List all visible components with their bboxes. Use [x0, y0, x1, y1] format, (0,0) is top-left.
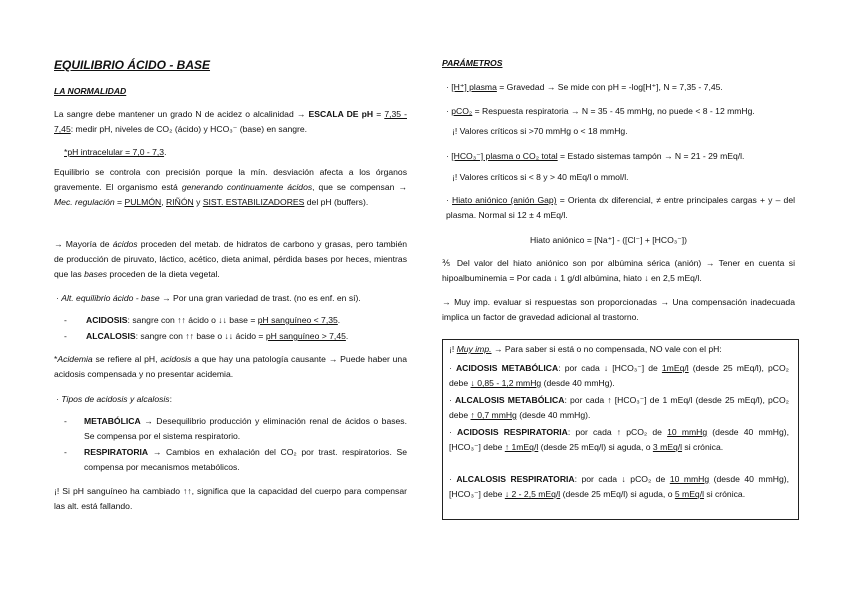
page-title: EQUILIBRIO ÁCIDO - BASE: [54, 58, 211, 72]
param-h-plasma: · [H⁺] plasma = Gravedad → Se mide con pH = -log[H⁺], N = 7,35 - 7,45.: [446, 82, 723, 92]
tipos-heading-line: · Tipos de acidosis y alcalosis:: [56, 394, 172, 404]
pco2-critical-note: ¡! Valores críticos si >70 mmHg o < 18 mmHg.: [452, 126, 628, 136]
box-item-alcalosis-metabolica: · ALCALOSIS METABÓLICA: por cada ↑ [HCO₃⁻] de 1 mEq/l (desde 25 mEq/l), pCO₂ debe ↑ 0,7 mmHg (desde 40 mmHg).: [449, 395, 790, 420]
paragraph-regulacion: Equilibrio se controla con precisión porque la mín. desviación afecta a los órganos gravemente. El organismo está generando continuamente ácidos, que se compensan → Mec. regulación = PULMÓN, RIÑÓN y SIST. ESTABILIZADORES del pH (buffers).: [54, 167, 407, 207]
paragraph-compensacion-warning: ¡! Si pH sanguíneo ha cambiado ↑↑, significa que la capacidad del cuerpo para compensar las alt. está fallando.: [54, 486, 407, 511]
section-heading-normalidad: LA NORMALIDAD: [54, 86, 127, 96]
box-item-alcalosis-respiratoria: · ALCALOSIS RESPIRATORIA: por cada ↓ pCO₂ de 10 mmHg (desde 40 mmHg), [HCO₃⁻] debe ↓ 2 - 2,5 mEq/l (desde 25 mEq/l) si aguda, o 5 mEq/l si crónica.: [449, 474, 789, 499]
list-item-alcalosis: - ALCALOSIS: sangre con ↑↑ base o ↓↓ ácido = pH sanguíneo > 7,45.: [64, 331, 349, 341]
list-item-respiratoria: - RESPIRATORIA → Cambios en exhalación del CO₂ por trast. respiratorios. Se compensa por mecanismos metabólicos.: [64, 447, 407, 472]
paragraph-albumina: ⅗ Del valor del hiato aniónico son por albúmina sérica (anión) → Tener en cuenta si hipoalbuminemia = Por cada ↓ 1 g/dl albúmina, hiato ↓ en 2,5 mEq/l.: [442, 258, 795, 283]
list-item-metabolica: - METABÓLICA → Desequilibrio producción y eliminación renal de ácidos o bases. Se compensa por el sistema respiratorio.: [64, 416, 407, 441]
box-item-acidosis-metabolica: · ACIDOSIS METABÓLICA: por cada ↓ [HCO₃⁻] de 1mEq/l (desde 25 mEq/l), pCO₂ debe ↓ 0,85 - 1,2 mmHg (desde 40 mmHg).: [449, 363, 790, 388]
paragraph-evaluar-respuestas: → Muy imp. evaluar si respuestas son proporcionadas → Una compensación inadecuada implica un factor de gravedad adicional al trastorno.: [442, 297, 795, 322]
paragraph-acidemia: *Acidemia se refiere al pH, acidosis a que hay una patología causante → Puede haber una acidosis compensada y no presentar acidemia.: [54, 354, 407, 379]
anion-gap-formula: Hiato aniónico = [Na⁺] - ([Cl⁻] + [HCO₃⁻]): [530, 235, 688, 245]
list-item-acidosis: - ACIDOSIS: sangre con ↑↑ ácido o ↓↓ base = pH sanguíneo < 7,35.: [64, 315, 341, 325]
param-pco2: · pCO₂ = Respuesta respiratoria → N = 35 - 45 mmHg, no puede < 8 - 12 mmHg.: [446, 106, 755, 116]
param-anion-gap: · Hiato aniónico (anión Gap) = Orienta dx diferencial, ≠ entre principales cargas + y – del plasma. Normal si 12 ± 4 mEq/l.: [446, 195, 796, 220]
box-intro: ¡! Muy imp. → Para saber si está o no compensada, NO vale con el pH:: [449, 344, 722, 354]
paragraph-origen-acidos: → Mayoría de ácidos proceden del metab. de hidratos de carbono y grasas, pero también de producción de piruvato, láctico, acético, dieta animal, pérdida bases por heces, mientras que las bases proceden de la dieta vegetal.: [54, 239, 408, 279]
ph-intracelular-note: *pH intracelular = 7,0 - 7,3.: [64, 147, 167, 157]
param-hco3: · [HCO₃⁻] plasma o CO₂ total = Estado sistemas tampón → N = 21 - 29 mEq/l.: [446, 151, 745, 161]
section-heading-parametros: PARÁMETROS: [442, 58, 503, 68]
box-item-acidosis-respiratoria: · ACIDOSIS RESPIRATORIA: por cada ↑ pCO₂ de 10 mmHg (desde 40 mmHg), [HCO₃⁻] debe ↑ 1mEq/l (desde 25 mEq/l) si aguda, o 3 mEq/l si crónica.: [449, 427, 790, 452]
hco3-critical-note: ¡! Valores críticos si < 8 y > 40 mEq/l o mmol/l.: [452, 172, 629, 182]
paragraph-escala-ph: La sangre debe mantener un grado N de acidez o alcalinidad → ESCALA DE pH = 7,35 - 7,45: medir pH, niveles de CO₂ (ácido) y HCO₃⁻ (base) en sangre.: [54, 109, 407, 134]
alt-equilibrio-line: · Alt. equilibrio ácido - base → Por una gran variedad de trast. (no es enf. en sí).: [56, 293, 361, 303]
